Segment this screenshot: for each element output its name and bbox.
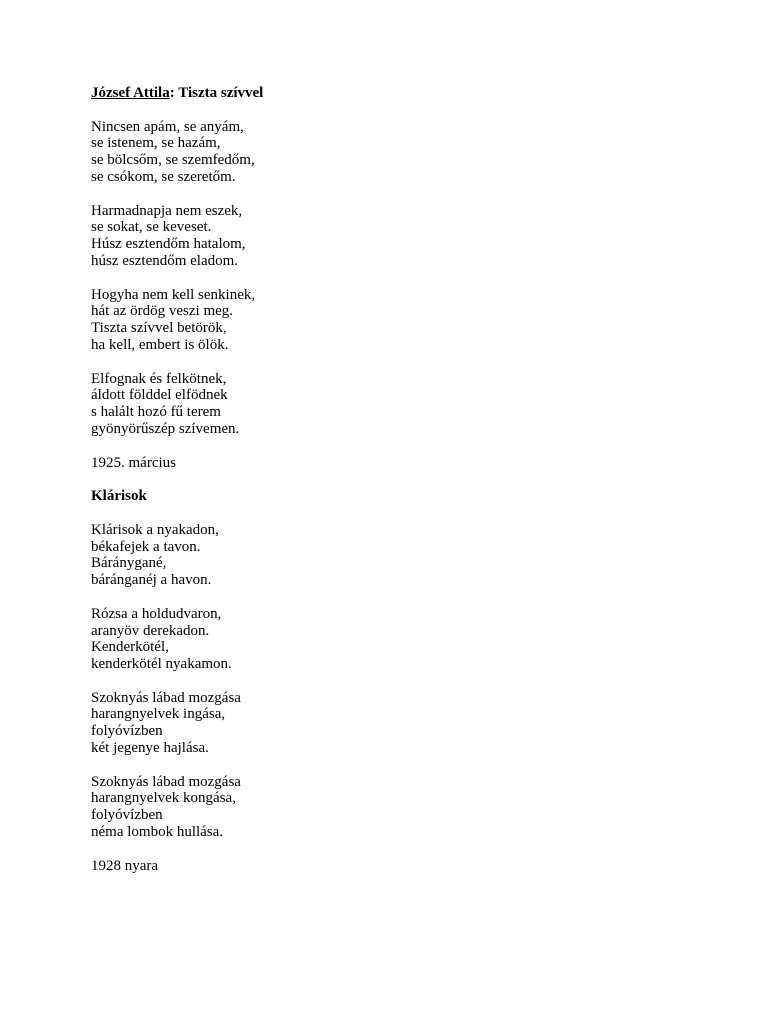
poem-line: Nincsen apám, se anyám, — [91, 118, 244, 135]
poem-line: se istenem, se hazám, — [91, 135, 221, 152]
poem-line: folyóvízben — [91, 723, 163, 740]
poem-line: se csókom, se szeretőm. — [91, 168, 236, 185]
poem-line: gyönyörűszép szívemen. — [91, 420, 240, 437]
poem1-stanza-2 — [91, 203, 691, 270]
poem-line: kenderkötél nyakamon. — [91, 656, 232, 673]
poem1-author: József Attila — [91, 85, 170, 101]
poem-line: Báránygané, — [91, 555, 167, 572]
poem-line: Elfognak és felkötnek, — [91, 370, 227, 387]
poem2-stanza-4 — [91, 774, 691, 841]
poem2-stanza-1 — [91, 522, 691, 589]
poem2-stanza-3 — [91, 690, 691, 757]
poem2-title: Klárisok — [91, 488, 147, 505]
document-page — [91, 85, 691, 874]
poem-line: Kenderkötél, — [91, 639, 169, 656]
poem-line: húsz esztendőm eladom. — [91, 252, 239, 269]
poem1-stanza-4 — [91, 371, 691, 438]
poem-line: Klárisok a nyakadon, — [91, 521, 219, 538]
poem-line: hát az ördög veszi meg. — [91, 303, 234, 320]
poem-line: Harmadnapja nem eszek, — [91, 202, 243, 219]
poem-line: Rózsa a holdudvaron, — [91, 605, 222, 622]
poem2-stanza-2 — [91, 606, 691, 673]
poem-line: Tiszta szívvel betörök, — [91, 320, 227, 337]
poem-line: békafejek a tavon. — [91, 538, 201, 555]
poem-line: harangnyelvek ingása, — [91, 706, 226, 723]
poem1-stanza-1 — [91, 119, 691, 186]
poem1-heading — [91, 85, 691, 102]
poem-line: aranyöv derekadon. — [91, 622, 210, 639]
poem-line: ha kell, embert is ölök. — [91, 336, 229, 353]
poem1-date: 1925. március — [91, 454, 176, 471]
poem-line: s halált hozó fű terem — [91, 404, 221, 421]
poem-line: Szoknyás lábad mozgása — [91, 689, 241, 706]
poem-line: Húsz esztendőm hatalom, — [91, 236, 246, 253]
poem1-stanza-3 — [91, 287, 691, 354]
poem-line: harangnyelvek kongása, — [91, 790, 236, 807]
poem-line: Szoknyás lábad mozgása — [91, 773, 241, 790]
poem-line: Hogyha nem kell senkinek, — [91, 286, 256, 303]
poem-line: két jegenye hajlása. — [91, 740, 209, 757]
poem-line: se bölcsőm, se szemfedőm, — [91, 152, 255, 169]
poem1-separator: : — [169, 85, 175, 101]
poem2-date: 1928 nyara — [91, 857, 159, 874]
poem-line: se sokat, se keveset. — [91, 219, 212, 236]
poem-line: folyóvízben — [91, 807, 163, 824]
poem-line: báránganéj a havon. — [91, 572, 212, 589]
poem-line: néma lombok hullása. — [91, 824, 224, 841]
poem1-title: Tiszta szívvel — [174, 85, 264, 101]
poem-line: áldott földdel elfödnek — [91, 387, 228, 404]
